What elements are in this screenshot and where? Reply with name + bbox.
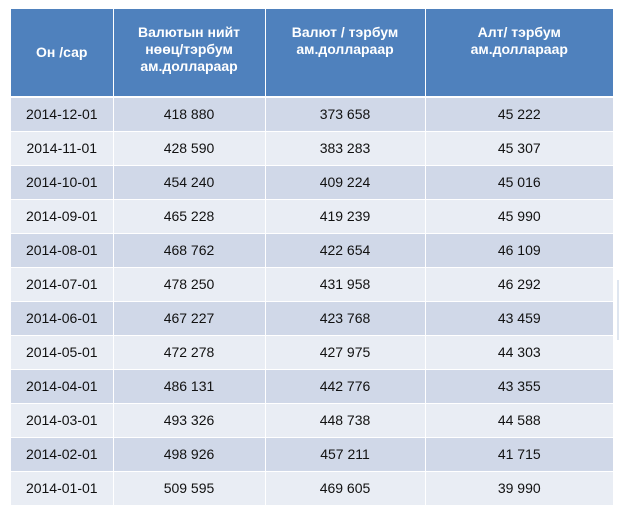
table-row bbox=[11, 301, 613, 335]
cell-gold: 45 990 bbox=[425, 199, 613, 233]
cell-total-reserves: 465 228 bbox=[113, 199, 265, 233]
cell-total-reserves: 498 926 bbox=[113, 437, 265, 471]
cell-currency: 427 975 bbox=[265, 335, 425, 369]
header-month: Он /сар bbox=[11, 9, 113, 97]
cell-currency: 469 605 bbox=[265, 471, 425, 505]
cell-month: 2014-03-01 bbox=[11, 403, 113, 437]
table-row bbox=[11, 233, 613, 267]
cell-month: 2014-09-01 bbox=[11, 199, 113, 233]
cell-total-reserves: 418 880 bbox=[113, 97, 265, 131]
cell-gold: 43 459 bbox=[425, 301, 613, 335]
table-row bbox=[11, 97, 613, 131]
cell-currency: 422 654 bbox=[265, 233, 425, 267]
cell-total-reserves: 486 131 bbox=[113, 369, 265, 403]
cell-total-reserves: 467 227 bbox=[113, 301, 265, 335]
table-row bbox=[11, 403, 613, 437]
cell-month: 2014-10-01 bbox=[11, 165, 113, 199]
cell-total-reserves: 428 590 bbox=[113, 131, 265, 165]
cell-month: 2014-02-01 bbox=[11, 437, 113, 471]
cell-gold: 41 715 bbox=[425, 437, 613, 471]
cell-currency: 431 958 bbox=[265, 267, 425, 301]
table-header bbox=[11, 9, 613, 97]
cell-currency: 419 239 bbox=[265, 199, 425, 233]
cell-total-reserves: 454 240 bbox=[113, 165, 265, 199]
table-row bbox=[11, 369, 613, 403]
reserves-table bbox=[11, 9, 613, 506]
cell-currency: 442 776 bbox=[265, 369, 425, 403]
cell-month: 2014-08-01 bbox=[11, 233, 113, 267]
cell-gold: 43 355 bbox=[425, 369, 613, 403]
cell-currency: 457 211 bbox=[265, 437, 425, 471]
cell-total-reserves: 468 762 bbox=[113, 233, 265, 267]
cell-month: 2014-11-01 bbox=[11, 131, 113, 165]
cell-month: 2014-07-01 bbox=[11, 267, 113, 301]
table-row bbox=[11, 165, 613, 199]
cell-gold: 46 292 bbox=[425, 267, 613, 301]
cell-gold: 44 588 bbox=[425, 403, 613, 437]
table-row bbox=[11, 267, 613, 301]
cell-gold: 45 016 bbox=[425, 165, 613, 199]
cell-gold: 45 307 bbox=[425, 131, 613, 165]
cell-gold: 45 222 bbox=[425, 97, 613, 131]
table-row bbox=[11, 437, 613, 471]
cell-total-reserves: 472 278 bbox=[113, 335, 265, 369]
cell-month: 2014-04-01 bbox=[11, 369, 113, 403]
table-row bbox=[11, 335, 613, 369]
cell-currency: 383 283 bbox=[265, 131, 425, 165]
cell-currency: 373 658 bbox=[265, 97, 425, 131]
header-currency: Валют / тэрбум ам.доллараар bbox=[265, 9, 425, 97]
table-row bbox=[11, 199, 613, 233]
cell-gold: 46 109 bbox=[425, 233, 613, 267]
edge-divider bbox=[617, 280, 619, 340]
cell-currency: 409 224 bbox=[265, 165, 425, 199]
cell-total-reserves: 493 326 bbox=[113, 403, 265, 437]
cell-month: 2014-06-01 bbox=[11, 301, 113, 335]
cell-total-reserves: 478 250 bbox=[113, 267, 265, 301]
cell-gold: 44 303 bbox=[425, 335, 613, 369]
header-row bbox=[11, 9, 613, 97]
cell-total-reserves: 509 595 bbox=[113, 471, 265, 505]
reserves-table-container bbox=[11, 9, 613, 506]
header-gold: Алт/ тэрбум ам.доллараар bbox=[425, 9, 613, 97]
cell-currency: 448 738 bbox=[265, 403, 425, 437]
cell-month: 2014-05-01 bbox=[11, 335, 113, 369]
table-row bbox=[11, 471, 613, 505]
table-row bbox=[11, 131, 613, 165]
cell-month: 2014-12-01 bbox=[11, 97, 113, 131]
cell-gold: 39 990 bbox=[425, 471, 613, 505]
header-total-reserves: Валютын нийт нөөц/тэрбум ам.доллараар bbox=[113, 9, 265, 97]
table-body bbox=[11, 97, 613, 505]
cell-month: 2014-01-01 bbox=[11, 471, 113, 505]
cell-currency: 423 768 bbox=[265, 301, 425, 335]
